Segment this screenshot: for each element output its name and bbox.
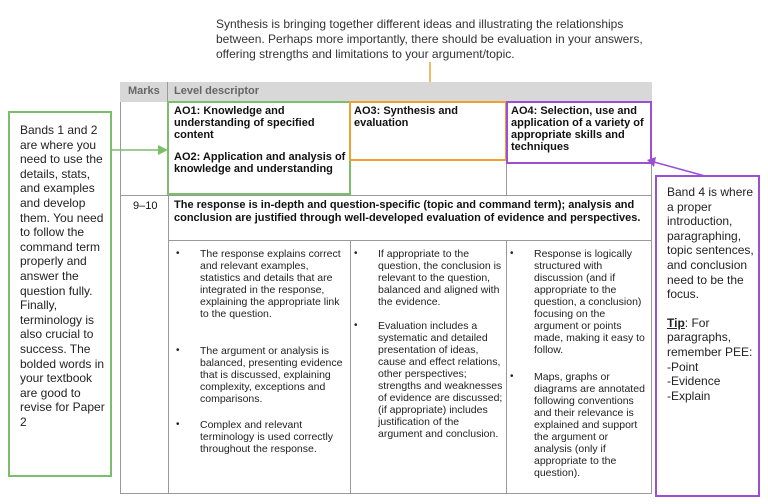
ao2-text: AO2: Application and analysis of knowledge and understanding xyxy=(174,151,346,175)
bullet-icon: • xyxy=(176,345,180,356)
pee-point: -Point xyxy=(667,359,699,374)
bullet-icon: • xyxy=(510,371,514,382)
pee-evidence: -Evidence xyxy=(667,374,721,389)
pee-explain: -Explain xyxy=(667,388,711,403)
col-divider-2 xyxy=(506,240,507,494)
ao-row-divider xyxy=(120,195,652,196)
header-marks: Marks xyxy=(120,82,168,102)
tip-text: : For paragraphs, remember PEE: xyxy=(667,315,753,359)
bullet-icon: • xyxy=(176,419,180,430)
col1-item: The response explains correct and relevant examples, statistics and details that are integrated in the response, explaining the appropriate link to the question. xyxy=(200,248,341,320)
bullet-icon: • xyxy=(510,248,514,259)
ao3-text: AO3: Synthesis and evaluation xyxy=(354,105,458,129)
band-descriptor: The response is in-depth and question-specific (topic and command term); analysis and conclusion are justified through well-developed evaluation of evidence and perspectives. xyxy=(174,199,641,224)
tip-label: Tip xyxy=(667,315,685,330)
col1-item: The argument or analysis is balanced, presenting evidence that is discussed, explaining complexity, exceptions and comparisons. xyxy=(200,345,343,405)
band-4-text: Band 4 is where a proper introduction, paragraphing, topic sentences, and conclusion need to be the focus. xyxy=(667,185,754,302)
col3-item: Maps, graphs or diagrams are annotated following conventions and their relevance is explained and support the argument or analysis (only if appropriate to the question). xyxy=(534,371,645,479)
bullet-icon: • xyxy=(354,320,358,331)
ao4-text: AO4: Selection, use and application of a variety of appropriate skills and techniques xyxy=(511,105,644,153)
col2-item: Evaluation includes a systematic and detailed presentation of ideas, cause and effect relations, other perspectives; strengths and weaknesses of evidence are discussed; (if appropriate) includes justification of the argument and conclusion. xyxy=(378,320,503,440)
col-divider-1 xyxy=(350,240,351,494)
bullet-icon: • xyxy=(176,248,180,259)
col1-item: Complex and relevant terminology is used correctly throughout the response. xyxy=(200,419,334,455)
bands-1-2-note: Bands 1 and 2 are where you need to use the details, stats, and examples and develop them. You need to follow the command term properly and answer the question fully. Finally, terminology is also crucial to success. The bolded words in your textbook are good to revise for Paper 2 xyxy=(8,111,112,477)
synthesis-note: Synthesis is bringing together different ideas and illustrating the relationships between. Perhaps more importantly, there should be evaluation in your answers, offering strengths and limitations to your argument/topic. xyxy=(216,17,643,61)
ao1-text: AO1: Knowledge and understanding of specified content xyxy=(174,105,315,141)
band-4-note xyxy=(655,175,760,497)
bullet-icon: • xyxy=(354,248,358,259)
header-level-descriptor: Level descriptor xyxy=(168,82,652,102)
green-arrow xyxy=(110,140,170,160)
col3-item: Response is logically structured with discussion (and if appropriate to the question, a conclusion) focusing on the argument or points made, making it easy to follow. xyxy=(534,248,645,356)
band-row-divider xyxy=(168,240,652,241)
col2-item: If appropriate to the question, the conclusion is relevant to the question, balanced and aligned with the evidence. xyxy=(378,248,502,308)
band-marks: 9–10 xyxy=(133,200,158,212)
